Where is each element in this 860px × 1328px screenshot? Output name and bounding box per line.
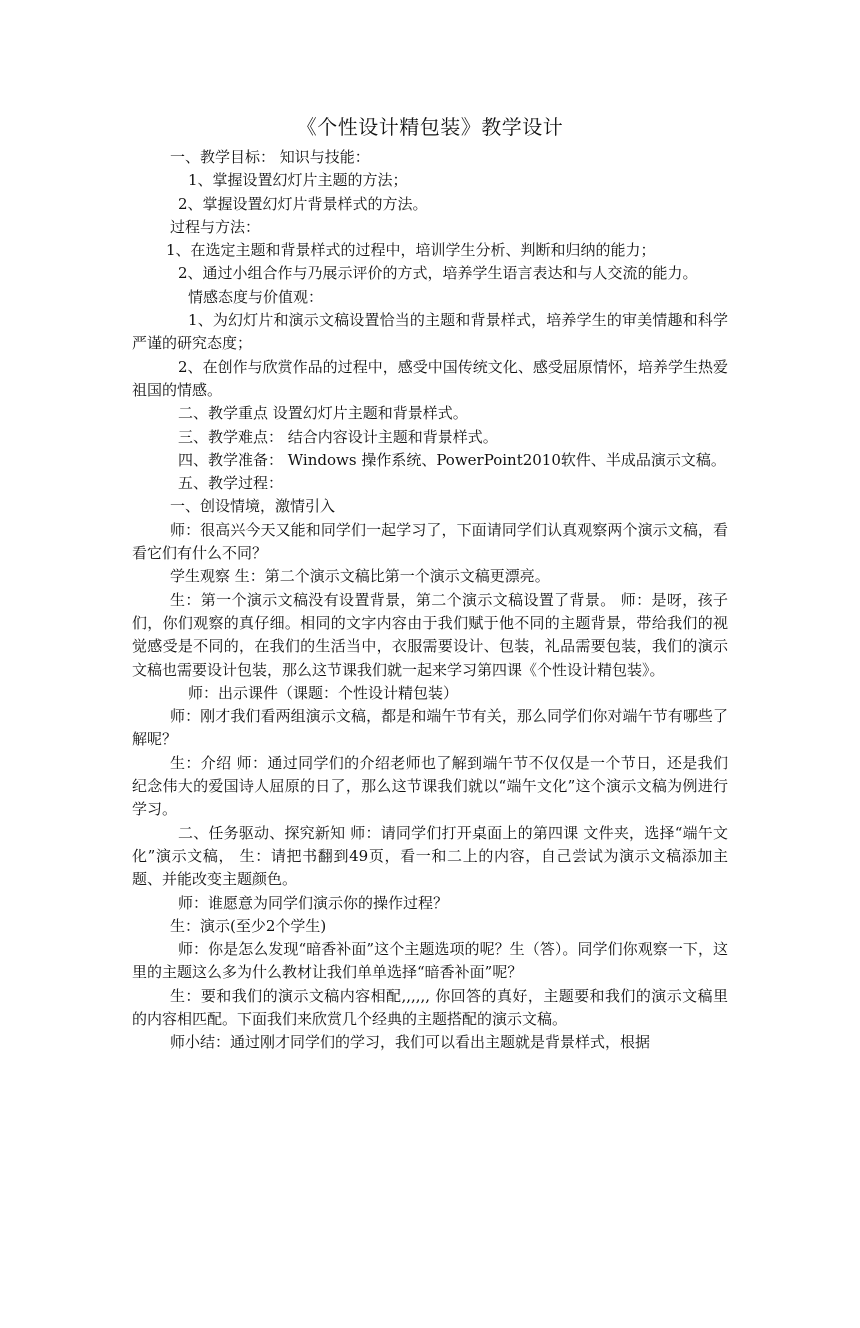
- paragraph: 师：你是怎么发现“暗香补面”这个主题选项的呢？生（答）。同学们你观察一下，这里的主题这么多为什么教材让我们单单选择“暗香补面”呢？: [132, 940, 728, 982]
- paragraph: 二、教学重点 设置幻灯片主题和背景样式。: [178, 404, 468, 423]
- paragraph: 师：谁愿意为同学们演示你的操作过程？: [178, 893, 449, 912]
- paragraph: 2、通过小组合作与乃展示评价的方式，培养学生语言表达和与人交流的能力。: [178, 264, 698, 283]
- paragraph: 一、创设情境，激情引入: [170, 497, 336, 516]
- paragraph: 1、在选定主题和背景样式的过程中，培训学生分析、判断和归纳的能力；: [166, 241, 656, 260]
- paragraph: 四、教学准备： Windows 操作系统、PowerPoint2010软件、半成品演示文稿。: [178, 450, 726, 469]
- paragraph: 师小结：通过刚才同学们的学习，我们可以看出主题就是背景样式，根据: [170, 1033, 651, 1052]
- paragraph: 1、掌握设置幻灯片主题的方法；: [188, 171, 408, 190]
- paragraph: 2、掌握设置幻灯片背景样式的方法。: [178, 194, 428, 213]
- paragraph: 过程与方法：: [170, 217, 261, 236]
- paragraph: 生：要和我们的演示文稿内容相配,,,,,, 你回答的真好，主题要和我们的演示文稿里的内容相匹配。下面我们来欣赏几个经典的主题搭配的演示文稿。: [132, 986, 728, 1028]
- paragraph: 五、教学过程：: [178, 474, 284, 493]
- paragraph: 1、为幻灯片和演示文稿设置恰当的主题和背景样式，培养学生的审美情趣和科学严谨的研究态度；: [132, 311, 728, 353]
- paragraph: 情感态度与价值观：: [188, 287, 324, 306]
- paragraph: 生：介绍 师：通过同学们的介绍老师也了解到端午节不仅仅是一个节日，还是我们纪念伟大的爱国诗人屈原的日了，那么这节课我们就以“端午文化”这个演示文稿为例进行学习。: [132, 753, 728, 819]
- document-body: [132, 146, 728, 1055]
- paragraph: 生：第一个演示文稿没有设置背景，第二个演示文稿设置了背景。 师：是呀，孩子们，你们观察的真仔细。相同的文字内容由于我们赋于他不同的主题背景，带给我们的视觉感受是不同的，在我们的生活当中，衣服需要设计、包装，礼品需要包装，我们的演示文稿也需要设计包装，那么这节课我们就一起来学习第四课《个性设计精包装》。: [132, 590, 728, 679]
- paragraph: 二、任务驱动、探究新知 师：请同学们打开桌面上的第四课 文件夹，选择“端午文化”演示文稿， 生：请把书翻到49页，看一和二上的内容，自己尝试为演示文稿添加主题、并能改变主题颜色。: [132, 823, 728, 889]
- paragraph: 师：很高兴今天又能和同学们一起学习了，下面请同学们认真观察两个演示文稿，看看它们有什么不同？: [132, 520, 728, 563]
- document-title: 《个性设计精包装》教学设计: [296, 115, 564, 139]
- paragraph: 三、教学难点： 结合内容设计主题和背景样式。: [178, 427, 498, 446]
- paragraph: 师：刚才我们看两组演示文稿，都是和端午节有关，那么同学们你对端午节有哪些了解呢？: [132, 707, 728, 749]
- paragraph: 学生观察 生：第二个演示文稿比第一个演示文稿更漂亮。: [170, 567, 550, 586]
- paragraph: 师：出示课件（课题：个性设计精包装）: [188, 683, 459, 702]
- paragraph: 2、在创作与欣赏作品的过程中，感受中国传统文化、感受屈原情怀，培养学生热爱祖国的情感。: [132, 357, 728, 399]
- paragraph: 生：演示(至少2个学生): [170, 916, 327, 935]
- document-page: [0, 112, 860, 1328]
- paragraph: 一、教学目标： 知识与技能：: [170, 148, 370, 166]
